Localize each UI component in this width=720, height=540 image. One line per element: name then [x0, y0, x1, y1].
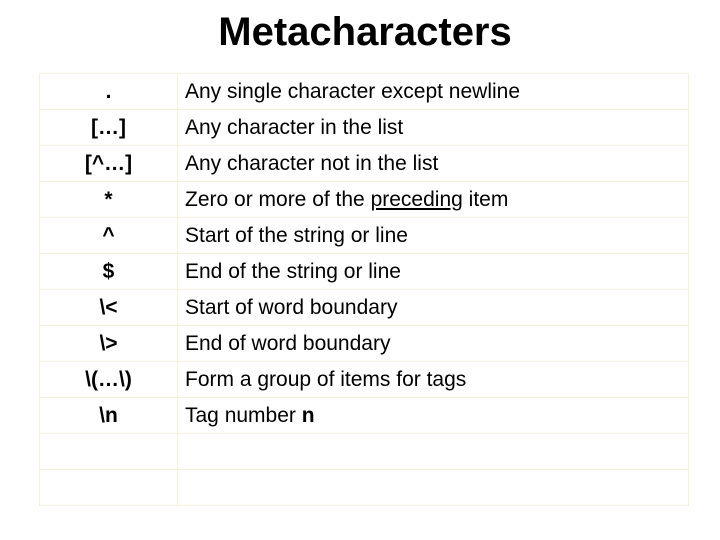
symbol-cell: \(…\)	[40, 362, 178, 398]
description-cell: Start of the string or line	[178, 218, 689, 254]
table-row	[40, 74, 689, 110]
description-cell: Any character in the list	[178, 110, 689, 146]
description-cell: Form a group of items for tags	[178, 362, 689, 398]
symbol-cell: \>	[40, 326, 178, 362]
empty-row	[40, 470, 689, 506]
page-title: Metacharacters	[218, 10, 512, 54]
description-text: item	[462, 187, 509, 211]
table-row	[40, 398, 689, 434]
symbol-cell: […]	[40, 110, 178, 146]
empty-cell	[178, 434, 689, 470]
empty-cell	[40, 470, 178, 506]
table-row	[40, 146, 689, 182]
table-row	[40, 254, 689, 290]
table-row	[40, 182, 689, 218]
symbol-cell: [^…]	[40, 146, 178, 182]
description-cell: End of the string or line	[178, 254, 689, 290]
metacharacter-table	[39, 73, 689, 506]
table-row	[40, 110, 689, 146]
description-cell	[178, 182, 689, 218]
table-row	[40, 362, 689, 398]
description-text: Zero or more of the	[185, 187, 371, 211]
empty-cell	[178, 470, 689, 506]
symbol-cell: $	[40, 254, 178, 290]
description-text: Tag number	[185, 403, 302, 427]
description-cell: Any single character except newline	[178, 74, 689, 110]
symbol-cell: ^	[40, 218, 178, 254]
description-cell: Any character not in the list	[178, 146, 689, 182]
description-cell: Start of word boundary	[178, 290, 689, 326]
empty-cell	[40, 434, 178, 470]
bold-variable: n	[301, 403, 315, 427]
table-row	[40, 290, 689, 326]
underlined-word: preceding	[370, 187, 463, 211]
symbol-cell: \n	[40, 398, 178, 434]
symbol-cell: *	[40, 182, 178, 218]
description-cell	[178, 398, 689, 434]
table-row	[40, 218, 689, 254]
symbol-cell: .	[40, 74, 178, 110]
symbol-cell: \<	[40, 290, 178, 326]
table-row	[40, 326, 689, 362]
empty-row	[40, 434, 689, 470]
description-cell: End of word boundary	[178, 326, 689, 362]
